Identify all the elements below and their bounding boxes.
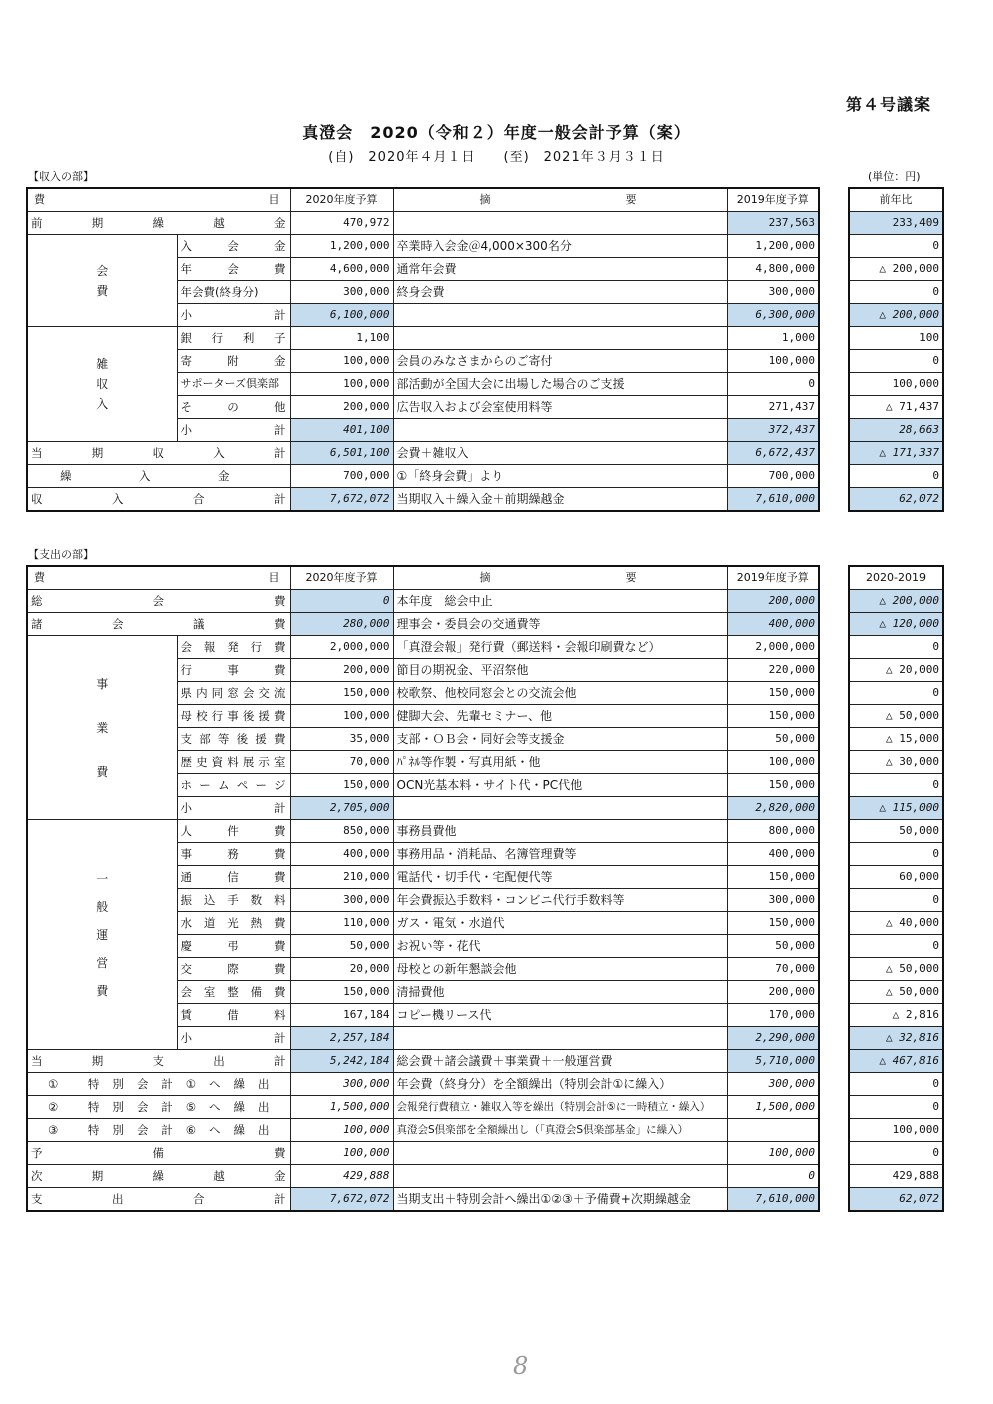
income-table <box>26 187 820 512</box>
diff-cell: 0 <box>849 1142 943 1165</box>
budget-2020-cell: 6,501,100 <box>290 442 393 465</box>
budget-2019-cell: 400,000 <box>727 613 819 636</box>
income-header-row <box>27 188 819 212</box>
budget-2020-cell: 110,000 <box>290 912 393 935</box>
diff-cell: 62,072 <box>849 488 943 512</box>
description-cell: ①「終身会費」より <box>393 465 727 488</box>
description-cell: 母校との新年懇談会他 <box>393 958 727 981</box>
budget-2020-cell: 150,000 <box>290 774 393 797</box>
header-description: 摘 要 <box>393 566 727 590</box>
diff-cell: 0 <box>849 235 943 258</box>
description-cell: 会員のみなさまからのご寄付 <box>393 350 727 373</box>
diff-cell: △ 171,337 <box>849 442 943 465</box>
description-cell: 広告収入および会室使用料等 <box>393 396 727 419</box>
header-budget-2019: 2019年度予算 <box>727 566 819 590</box>
header-item: 費 目 <box>27 566 290 590</box>
row-label: ② 特別会計⑤へ繰出 <box>27 1096 290 1119</box>
description-cell: 年会費（終身分）を全額繰出（特別会計①に繰入） <box>393 1073 727 1096</box>
diff-cell: △ 30,000 <box>849 751 943 774</box>
diff-cell: 0 <box>849 774 943 797</box>
description-cell: 当期支出＋特別会計へ繰出①②③＋予備費+次期繰越金 <box>393 1188 727 1212</box>
description-cell: 「真澄会報」発行費（郵送料・会報印刷費など） <box>393 636 727 659</box>
budget-2019-cell: 372,437 <box>727 419 819 442</box>
row-label: 次期繰越金 <box>27 1165 290 1188</box>
budget-2019-cell: 237,563 <box>727 212 819 235</box>
description-cell <box>393 797 727 820</box>
budget-2019-cell: 150,000 <box>727 774 819 797</box>
header-item: 費 目 <box>27 188 290 212</box>
budget-2020-cell: 300,000 <box>290 281 393 304</box>
row-label: 諸会議費 <box>27 613 290 636</box>
budget-2020-cell: 167,184 <box>290 1004 393 1027</box>
table-row <box>27 1050 819 1073</box>
row-label: 水道光熱費 <box>177 912 290 935</box>
row-label: 会報発行費 <box>177 636 290 659</box>
budget-2020-cell: 100,000 <box>290 373 393 396</box>
budget-2019-cell: 100,000 <box>727 751 819 774</box>
header-budget-2020: 2020年度予算 <box>290 188 393 212</box>
diff-cell: 100,000 <box>849 1119 943 1142</box>
budget-2020-cell: 0 <box>290 590 393 613</box>
diff-cell: △ 200,000 <box>849 304 943 327</box>
budget-2020-cell: 2,257,184 <box>290 1027 393 1050</box>
budget-2019-cell: 7,610,000 <box>727 1188 819 1212</box>
budget-2020-cell: 429,888 <box>290 1165 393 1188</box>
budget-2020-cell: 70,000 <box>290 751 393 774</box>
row-label: 年会費(終身分) <box>177 281 290 304</box>
row-label: 小計 <box>177 419 290 442</box>
description-cell: お祝い等・花代 <box>393 935 727 958</box>
description-cell: 総会費＋諸会議費＋事業費＋一般運営費 <box>393 1050 727 1073</box>
description-cell: 節目の期祝金、平沼祭他 <box>393 659 727 682</box>
row-label: 母校行事後援費 <box>177 705 290 728</box>
description-cell: ガス・電気・水道代 <box>393 912 727 935</box>
table-row <box>27 442 819 465</box>
diff-cell: 100,000 <box>849 373 943 396</box>
budget-2020-cell: 7,672,072 <box>290 1188 393 1212</box>
budget-2019-cell: 5,710,000 <box>727 1050 819 1073</box>
table-row <box>27 590 819 613</box>
table-row <box>27 327 819 350</box>
row-label: 慶弔費 <box>177 935 290 958</box>
budget-2019-cell: 300,000 <box>727 889 819 912</box>
row-label: サポーターズ倶楽部 <box>177 373 290 396</box>
row-label: 予備費 <box>27 1142 290 1165</box>
budget-2019-cell: 1,200,000 <box>727 235 819 258</box>
description-cell: 終身会費 <box>393 281 727 304</box>
diff-cell: 0 <box>849 1073 943 1096</box>
group-label-operating: 一 般 運 営 費 <box>27 820 177 1050</box>
description-cell: 年会費振込手数料・コンビニ代行手数料等 <box>393 889 727 912</box>
budget-2019-cell: 170,000 <box>727 1004 819 1027</box>
row-label: 歴史資料展示室 <box>177 751 290 774</box>
budget-2020-cell: 200,000 <box>290 659 393 682</box>
diff-cell: △ 32,816 <box>849 1027 943 1050</box>
budget-2019-cell: 2,820,000 <box>727 797 819 820</box>
diff-cell: 429,888 <box>849 1165 943 1188</box>
description-cell: 会報発行費積立・雑収入等を繰出（特別会計⑤に一時積立・繰入） <box>393 1096 727 1119</box>
diff-cell: △ 200,000 <box>849 590 943 613</box>
table-row <box>27 212 819 235</box>
budget-2019-cell: 220,000 <box>727 659 819 682</box>
expense-section-label: 【支出の部】 <box>28 548 94 561</box>
row-label: 銀行利子 <box>177 327 290 350</box>
row-label: 当期支出計 <box>27 1050 290 1073</box>
diff-cell: 100 <box>849 327 943 350</box>
budget-2020-cell: 2,000,000 <box>290 636 393 659</box>
budget-2019-cell: 100,000 <box>727 350 819 373</box>
row-label: 前期繰越金 <box>27 212 290 235</box>
budget-2019-cell: 50,000 <box>727 935 819 958</box>
header-diff: 2020-2019 <box>849 566 943 590</box>
budget-2020-cell: 150,000 <box>290 981 393 1004</box>
budget-2019-cell: 400,000 <box>727 843 819 866</box>
table-row <box>27 636 819 659</box>
description-cell <box>393 327 727 350</box>
budget-2019-cell: 300,000 <box>727 1073 819 1096</box>
description-cell: 健脚大会、先輩セミナー、他 <box>393 705 727 728</box>
fiscal-period: (自) 2020年４月１日 (至) 2021年３月３１日 <box>328 150 665 165</box>
row-label: 繰入金 <box>27 465 290 488</box>
expense-header-row <box>27 566 819 590</box>
diff-cell: 60,000 <box>849 866 943 889</box>
table-row <box>27 613 819 636</box>
row-label: 人件費 <box>177 820 290 843</box>
budget-2020-cell: 280,000 <box>290 613 393 636</box>
budget-2019-cell: 1,000 <box>727 327 819 350</box>
budget-2020-cell: 50,000 <box>290 935 393 958</box>
row-label: 寄附金 <box>177 350 290 373</box>
expense-table <box>26 565 820 1212</box>
description-cell: 支部・ＯＢ会・同好会等支援金 <box>393 728 727 751</box>
diff-cell: △ 2,816 <box>849 1004 943 1027</box>
row-label: 収入合計 <box>27 488 290 512</box>
row-label: 当期収入計 <box>27 442 290 465</box>
description-cell: 校歌祭、他校同窓会との交流会他 <box>393 682 727 705</box>
budget-2020-cell: 4,600,000 <box>290 258 393 281</box>
diff-cell: 0 <box>849 1096 943 1119</box>
page-title: 真澄会 2020（令和２）年度一般会計予算（案） <box>302 123 691 142</box>
description-cell: 事務員費他 <box>393 820 727 843</box>
budget-2020-cell: 700,000 <box>290 465 393 488</box>
budget-2019-cell: 200,000 <box>727 981 819 1004</box>
description-cell: ﾊﾟﾈﾙ等作製・写真用紙・他 <box>393 751 727 774</box>
description-cell: コピー機リース代 <box>393 1004 727 1027</box>
budget-2020-cell: 100,000 <box>290 1119 393 1142</box>
diff-cell: 233,409 <box>849 212 943 235</box>
row-label: 小計 <box>177 304 290 327</box>
budget-2019-cell: 150,000 <box>727 682 819 705</box>
table-row <box>27 235 819 258</box>
budget-2020-cell: 1,500,000 <box>290 1096 393 1119</box>
table-row <box>27 488 819 512</box>
budget-2020-cell: 100,000 <box>290 1142 393 1165</box>
budget-2020-cell: 1,100 <box>290 327 393 350</box>
row-label: 通信費 <box>177 866 290 889</box>
diff-cell: △ 71,437 <box>849 396 943 419</box>
budget-2019-cell: 7,610,000 <box>727 488 819 512</box>
table-row <box>27 1096 819 1119</box>
row-label: ③ 特別会計⑥へ繰出 <box>27 1119 290 1142</box>
description-cell: 部活動が全国大会に出場した場合のご支援 <box>393 373 727 396</box>
row-label: 小計 <box>177 797 290 820</box>
budget-2019-cell: 2,000,000 <box>727 636 819 659</box>
budget-2019-cell: 700,000 <box>727 465 819 488</box>
budget-2020-cell: 100,000 <box>290 350 393 373</box>
diff-cell: 50,000 <box>849 820 943 843</box>
row-label: 交際費 <box>177 958 290 981</box>
description-cell: 当期収入＋繰入金＋前期繰越金 <box>393 488 727 512</box>
diff-cell: 62,072 <box>849 1188 943 1212</box>
row-label: 年会費 <box>177 258 290 281</box>
budget-2019-cell: 100,000 <box>727 1142 819 1165</box>
budget-2019-cell: 1,500,000 <box>727 1096 819 1119</box>
income-diff-table <box>848 187 944 512</box>
budget-2019-cell: 2,290,000 <box>727 1027 819 1050</box>
diff-cell: 0 <box>849 350 943 373</box>
header-budget-2019: 2019年度予算 <box>727 188 819 212</box>
budget-2020-cell: 300,000 <box>290 1073 393 1096</box>
row-label: 振込手数料 <box>177 889 290 912</box>
row-label: ① 特別会計①へ繰出 <box>27 1073 290 1096</box>
table-row <box>27 1119 819 1142</box>
document-number: 第４号議案 <box>846 95 932 114</box>
budget-2019-cell: 0 <box>727 1165 819 1188</box>
row-label: 支出合計 <box>27 1188 290 1212</box>
table-row <box>27 820 819 843</box>
row-label: 行事費 <box>177 659 290 682</box>
diff-cell: △ 20,000 <box>849 659 943 682</box>
diff-cell: 0 <box>849 465 943 488</box>
budget-2019-cell: 70,000 <box>727 958 819 981</box>
budget-2020-cell: 470,972 <box>290 212 393 235</box>
description-cell: OCN光基本料・サイト代・PC代他 <box>393 774 727 797</box>
diff-cell: 0 <box>849 636 943 659</box>
budget-2019-cell: 150,000 <box>727 912 819 935</box>
row-label: 支部等後援費 <box>177 728 290 751</box>
row-label: 事務費 <box>177 843 290 866</box>
budget-2020-cell: 6,100,000 <box>290 304 393 327</box>
row-label: その他 <box>177 396 290 419</box>
row-label: 入会金 <box>177 235 290 258</box>
diff-cell: △ 40,000 <box>849 912 943 935</box>
group-label-misc-income: 雑 収 入 <box>27 327 177 442</box>
row-label: 小計 <box>177 1027 290 1050</box>
description-cell: 理事会・委員会の交通費等 <box>393 613 727 636</box>
description-cell: 清掃費他 <box>393 981 727 1004</box>
table-row <box>27 1165 819 1188</box>
diff-cell: 0 <box>849 935 943 958</box>
diff-cell: 0 <box>849 889 943 912</box>
budget-2019-cell: 50,000 <box>727 728 819 751</box>
table-row <box>27 1142 819 1165</box>
diff-cell: △ 120,000 <box>849 613 943 636</box>
diff-cell: 0 <box>849 281 943 304</box>
diff-cell: △ 115,000 <box>849 797 943 820</box>
row-label: 賃借料 <box>177 1004 290 1027</box>
budget-2019-cell: 800,000 <box>727 820 819 843</box>
description-cell <box>393 1027 727 1050</box>
unit-label: (単位：円) <box>868 170 921 183</box>
budget-2020-cell: 400,000 <box>290 843 393 866</box>
budget-2019-cell <box>727 1119 819 1142</box>
budget-2019-cell: 200,000 <box>727 590 819 613</box>
row-label: 会室整備費 <box>177 981 290 1004</box>
budget-2020-cell: 35,000 <box>290 728 393 751</box>
description-cell: 事務用品・消耗品、名簿管理費等 <box>393 843 727 866</box>
description-cell: 電話代・切手代・宅配便代等 <box>393 866 727 889</box>
budget-2019-cell: 6,672,437 <box>727 442 819 465</box>
description-cell: 真澄会S倶楽部を全額繰出し（「真澄会S倶楽部基金」に繰入） <box>393 1119 727 1142</box>
group-label-business: 事 業 費 <box>27 636 177 820</box>
description-cell: 本年度 総会中止 <box>393 590 727 613</box>
page-number: 8 <box>513 1352 529 1380</box>
table-row <box>27 1073 819 1096</box>
description-cell <box>393 1142 727 1165</box>
header-budget-2020: 2020年度予算 <box>290 566 393 590</box>
budget-2019-cell: 0 <box>727 373 819 396</box>
diff-cell: △ 15,000 <box>849 728 943 751</box>
budget-2020-cell: 7,672,072 <box>290 488 393 512</box>
diff-cell: △ 50,000 <box>849 958 943 981</box>
budget-2020-cell: 5,242,184 <box>290 1050 393 1073</box>
diff-cell: △ 50,000 <box>849 705 943 728</box>
budget-2020-cell: 100,000 <box>290 705 393 728</box>
diff-cell: 0 <box>849 682 943 705</box>
income-section-label: 【収入の部】 <box>28 170 94 183</box>
budget-2020-cell: 1,200,000 <box>290 235 393 258</box>
table-row <box>27 465 819 488</box>
budget-2020-cell: 300,000 <box>290 889 393 912</box>
row-label: ホームページ <box>177 774 290 797</box>
budget-2019-cell: 6,300,000 <box>727 304 819 327</box>
budget-2020-cell: 20,000 <box>290 958 393 981</box>
description-cell: 会費＋雑収入 <box>393 442 727 465</box>
budget-2019-cell: 150,000 <box>727 705 819 728</box>
description-cell <box>393 304 727 327</box>
expense-diff-table <box>848 565 944 1212</box>
budget-2020-cell: 150,000 <box>290 682 393 705</box>
row-label: 総会費 <box>27 590 290 613</box>
diff-cell: △ 50,000 <box>849 981 943 1004</box>
budget-2019-cell: 4,800,000 <box>727 258 819 281</box>
header-description: 摘 要 <box>393 188 727 212</box>
diff-cell: △ 200,000 <box>849 258 943 281</box>
header-diff: 前年比 <box>849 188 943 212</box>
group-label-dues: 会 費 <box>27 235 177 327</box>
description-cell <box>393 419 727 442</box>
diff-cell: 0 <box>849 843 943 866</box>
budget-2020-cell: 210,000 <box>290 866 393 889</box>
budget-2019-cell: 300,000 <box>727 281 819 304</box>
row-label: 県内同窓会交流 <box>177 682 290 705</box>
description-cell: 通常年会費 <box>393 258 727 281</box>
budget-2019-cell: 150,000 <box>727 866 819 889</box>
table-row <box>27 1188 819 1212</box>
description-cell: 卒業時入会金＠4,000×300名分 <box>393 235 727 258</box>
budget-2020-cell: 401,100 <box>290 419 393 442</box>
description-cell <box>393 1165 727 1188</box>
budget-2020-cell: 2,705,000 <box>290 797 393 820</box>
budget-2020-cell: 200,000 <box>290 396 393 419</box>
budget-2020-cell: 850,000 <box>290 820 393 843</box>
budget-2019-cell: 271,437 <box>727 396 819 419</box>
diff-cell: △ 467,816 <box>849 1050 943 1073</box>
diff-cell: 28,663 <box>849 419 943 442</box>
description-cell <box>393 212 727 235</box>
